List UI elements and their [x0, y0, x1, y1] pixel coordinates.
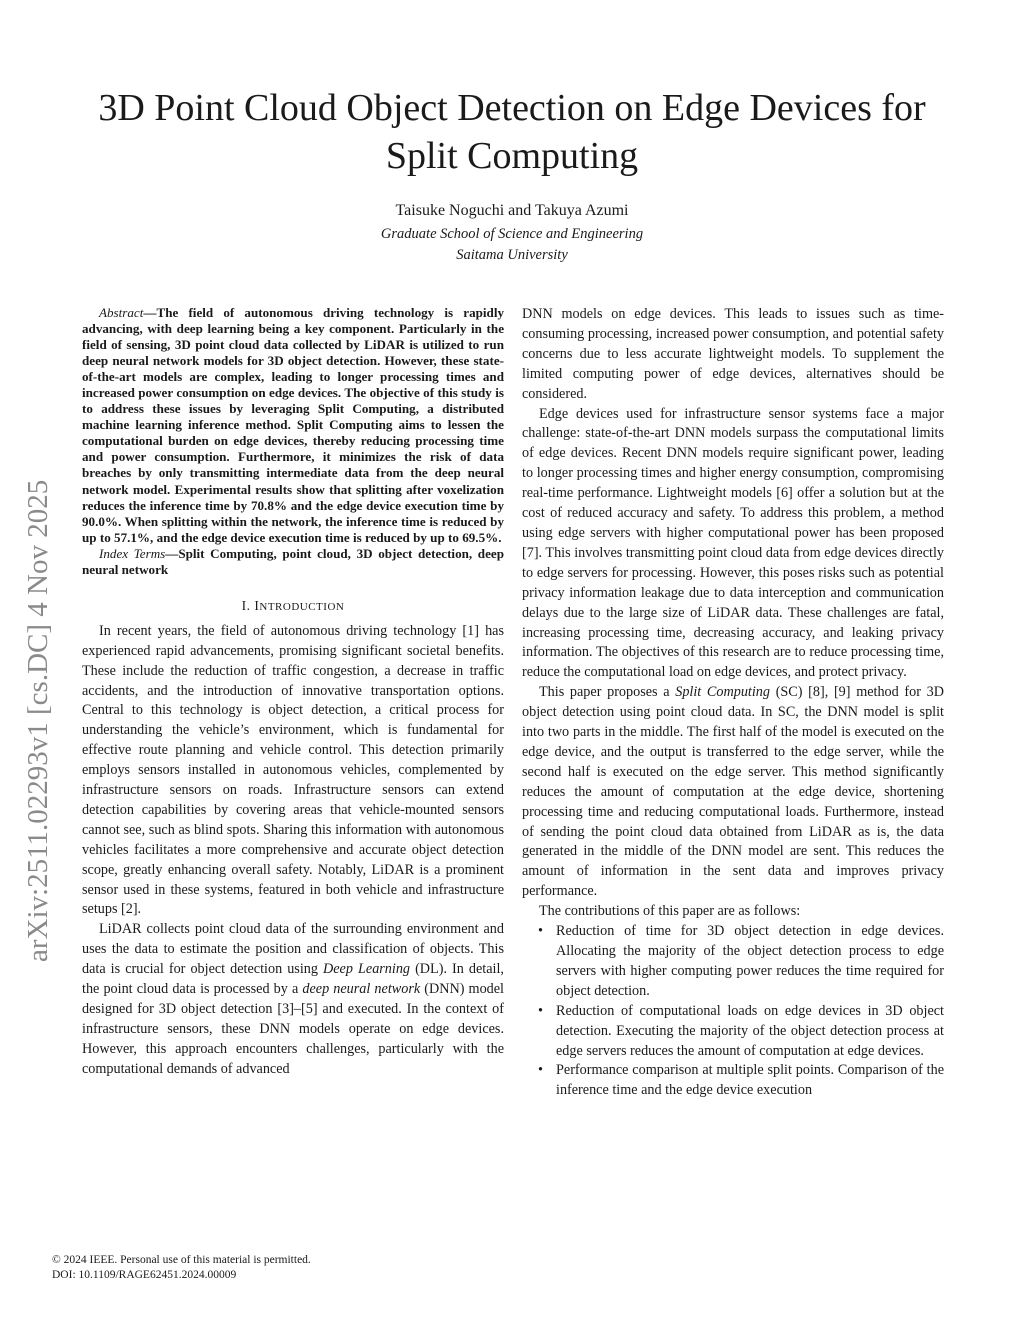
index-terms-label: Index Terms [99, 545, 166, 561]
contribution-item [522, 922, 944, 1002]
contributions-list [522, 922, 944, 1101]
copyright-notice: © 2024 IEEE. Personal use of this material is permitted. [52, 1254, 311, 1266]
copyright-footer [52, 1253, 311, 1283]
abstract-label: Abstract [99, 305, 144, 320]
p2-text-c: (DNN) model designed for 3D object detection [3]–[5] and executed. In the context of infrastructure sensors, these DNN models operate on edge devices. However, this approach encounters challenges, particularly with the computational demands of advanced [82, 981, 504, 1077]
abstract: Abstract—The field of autonomous driving technology is rapidly advancing, with deep learning being a key component. Particularly in the field of sensing, 3D point cloud data collected by LiDAR is utilized to run deep neural network models for 3D object detection. However, these state-of-the-art models are complex, leading to longer processing times and increased power consumption on edge devices. The objective of this study is to address these issues by leveraging Split Computing, a distributed machine learning inference method. Split Computing aims to lessen the computational burden on edge devices, thereby reducing processing time and power consumption. Furthermore, it minimizes the risk of data breaches by only transmitting intermediate data from the deep neural network model. Experimental results show that splitting after voxelization reduces the inference time by 70.8% and the edge device execution time by 90.0%. When splitting within the network, the inference time is reduced by up to 57.1%, and the edge device execution time is reduced by up to 69.5%. [82, 305, 504, 545]
bullet-icon: • [538, 1002, 543, 1019]
index-terms: Index Terms—Split Computing, point cloud, 3D object detection, deep neural network [82, 545, 504, 577]
intro-paragraph-2 [82, 920, 504, 1079]
intro-paragraph-3: Edge devices used for infrastructure sensor systems face a major challenge: state-of-the-art DNN models surpass the computational limits of edge devices. Recent DNN models require significant power, leading to longer processing times and higher energy consumption, compromising real-time performance. Lightweight models [6] offer a solution but at the cost of reduced accuracy and safety. To address this problem, a method using edge servers with higher computational power has been proposed [7]. This involves transmitting point cloud data from edge devices directly to edge servers for processing. However, this poses risks such as potential privacy information leakage due to data interception and communication delays due to the large size of LiDAR data. These challenges are fatal, increasing processing time, decreasing accuracy, and leaking privacy information. The objectives of this research are to reduce processing time, reduce the computational load on edge devices, and protect privacy. [522, 405, 944, 681]
contribution-item [522, 1002, 944, 1062]
contribution-item [522, 1061, 944, 1101]
intro-paragraph-2-continued: DNN models on edge devices. This leads to issues such as time-consuming processing, increased power consumption, and potential safety concerns due to less accurate lightweight models. To supplement the limited computing power of edge devices, alternatives should be considered. [522, 306, 944, 402]
authors: Taisuke Noguchi and Takuya Azumi [395, 202, 629, 219]
doi: DOI: 10.1109/RAGE62451.2024.00009 [52, 1269, 237, 1281]
p4-text-a: This paper proposes a [539, 684, 676, 701]
section-initial: I [254, 597, 260, 613]
intro-paragraph-1: In recent years, the field of autonomous driving technology [1] has experienced rapid advancements, promising significant societal benefits. These include the reduction of traffic congestion, a decrease in traffic accidents, and the introduction of innovative transportation options. Central to this technology is object detection, a critical process for understanding the vehicle’s environment, which is fundamental for effective route planning and vehicle control. This detection primarily employs sensors installed in autonomous vehicles, complemented by infrastructure sensors on roads. Infrastructure sensors can extend detection capabilities by covering areas that vehicle-mounted sensors cannot see, such as blind spots. Sharing this information with autonomous vehicles facilitates a more comprehensive and accurate object detection scope, greatly enhancing overall safety. Notably, LiDAR is a prominent sensor used in these systems, featured in both vehicle and infrastructure setups [2]. [82, 622, 504, 918]
right-column [522, 305, 944, 1101]
section-numeral: I. [241, 597, 255, 613]
section-heading-introduction [82, 598, 504, 614]
contribution-text: Performance comparison at multiple split points. Comparison of the inference time and the edge device execution [556, 1062, 944, 1099]
bullet-icon: • [538, 923, 543, 940]
term-deep-learning: Deep Learning [323, 961, 411, 978]
left-column [82, 305, 504, 1080]
affiliation-department: Graduate School of Science and Engineering [380, 226, 644, 242]
term-deep-neural-network: deep neural network [302, 981, 421, 998]
affiliation-university: Saitama University [456, 247, 568, 263]
p4-text-b: (SC) [8], [9] method for 3D object detection using point cloud data. In SC, the DNN model is split into two parts in the middle. The first half of the model is executed on the edge device, and the output is transferred to the edge server, while the second half is executed on the edge server. This method significantly reduces the amount of computation at the edge device, shortening processing time and reducing computational loads. Furthermore, instead of sending the point cloud data obtained from LiDAR as is, the data generated in the middle of the DNN model are sent. This reduces the amount of information in the sent data and improves privacy performance. [522, 684, 945, 900]
introduction-body-right [522, 305, 944, 1101]
introduction-body-left [82, 622, 504, 1080]
contribution-text: Reduction of computational loads on edge devices in 3D object detection. Executing the majority of the object detection process at edge servers reduces the amount of computation at edge devices. [556, 1002, 944, 1059]
term-split-computing: Split Computing [675, 684, 770, 701]
section-title-rest: NTRODUCTION [259, 600, 345, 613]
index-terms-text: Split Computing, point cloud, 3D object detection, deep neural network [82, 545, 504, 577]
paper-title: 3D Point Cloud Object Detection on Edge Devices for Split Computing [98, 87, 926, 177]
bullet-icon: • [538, 1062, 543, 1079]
arxiv-identifier: arXiv:2511.02293v1 [cs.DC] 4 Nov 2025 [22, 479, 54, 962]
abstract-text: The field of autonomous driving technology is rapidly advancing, with deep learning being a key component. Particularly in the field of sensing, 3D point cloud data collected by LiDAR is utilized to run deep neural network models for 3D object detection. However, these state-of-the-art models are complex, leading to longer processing times and increased power consumption on edge devices. The objective of this study is to address these issues by leveraging Split Computing, a distributed machine learning inference method. Split Computing aims to lessen the computational burden on edge devices, thereby reducing processing time and power consumption. Furthermore, it minimizes the risk of data breaches by only transmitting intermediate data from the deep neural network model. Experimental results show that splitting after voxelization reduces the inference time by 70.8% and the edge device execution time by 90.0%. When splitting within the network, the inference time is reduced by up to 57.1%, and the edge device execution time is reduced by up to 69.5%. [82, 305, 504, 545]
intro-paragraph-4 [522, 683, 944, 902]
p2-text-b: (DL). In detail, the point cloud data is processed by a [82, 961, 504, 998]
intro-paragraph-5: The contributions of this paper are as follows: [539, 903, 801, 920]
p2-text-a: LiDAR collects point cloud data of the surrounding environment and uses the data to estimate the position and classification of objects. This data is crucial for object detection using [82, 921, 504, 978]
contribution-text: Reduction of time for 3D object detection in edge devices. Allocating the majority of the object detection process to edge servers with higher computing power reduces the time required for object detection. [556, 923, 944, 999]
